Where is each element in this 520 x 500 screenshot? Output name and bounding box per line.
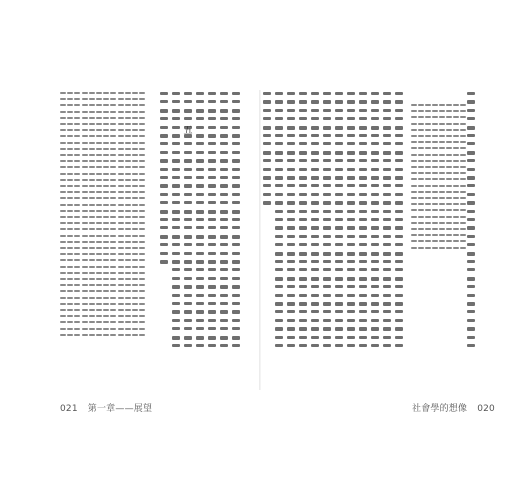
body-text-column <box>263 92 271 357</box>
quote-text-column <box>132 92 138 357</box>
quote-text-column <box>446 104 452 369</box>
quote-text-column <box>96 92 102 357</box>
quote-text-column <box>125 92 131 357</box>
body-text-column <box>335 92 343 357</box>
quote-text-column <box>453 104 459 369</box>
left-running-head: 第一章——展望 <box>87 404 153 414</box>
right-folio <box>412 401 495 414</box>
right-page-number: 020 <box>477 404 495 414</box>
body-text-column <box>196 92 204 357</box>
body-text-column <box>275 92 283 357</box>
body-text-column <box>311 92 319 357</box>
quote-text-column <box>418 104 424 369</box>
right-running-head: 社會學的想像 <box>412 404 468 414</box>
quote-text-column <box>74 92 80 357</box>
quote-text-column <box>118 92 124 357</box>
quote-text-column <box>89 92 95 357</box>
body-text-column <box>359 92 367 357</box>
body-text-column <box>299 92 307 357</box>
body-text-column <box>383 92 391 357</box>
quote-text-column <box>439 104 445 369</box>
body-text-column <box>220 92 228 357</box>
body-text-column <box>323 92 331 357</box>
body-text-column <box>395 92 403 357</box>
body-text-column <box>347 92 355 357</box>
quote-text-column <box>432 104 438 369</box>
quote-text-column <box>460 104 466 369</box>
left-page-number: 021 <box>60 404 78 414</box>
body-text-column <box>232 92 240 357</box>
quote-text-column <box>139 92 145 357</box>
quote-text-column <box>82 92 88 357</box>
right-page <box>261 0 520 500</box>
left-page <box>0 0 259 500</box>
quote-text-column <box>67 92 73 357</box>
body-text-column <box>371 92 379 357</box>
body-text-column <box>160 92 168 357</box>
quote-text-column <box>110 92 116 357</box>
quote-text-column <box>103 92 109 357</box>
left-folio <box>60 401 152 414</box>
right-text-columns <box>261 92 471 357</box>
body-text-column <box>172 92 180 357</box>
body-text-column <box>467 92 475 357</box>
section-numeral: 五 <box>183 126 193 136</box>
body-text-column <box>208 92 216 357</box>
left-text-columns <box>60 92 260 357</box>
quote-text-column <box>411 104 417 369</box>
quote-text-column <box>425 104 431 369</box>
quote-text-column <box>60 92 66 357</box>
body-text-column <box>287 92 295 357</box>
